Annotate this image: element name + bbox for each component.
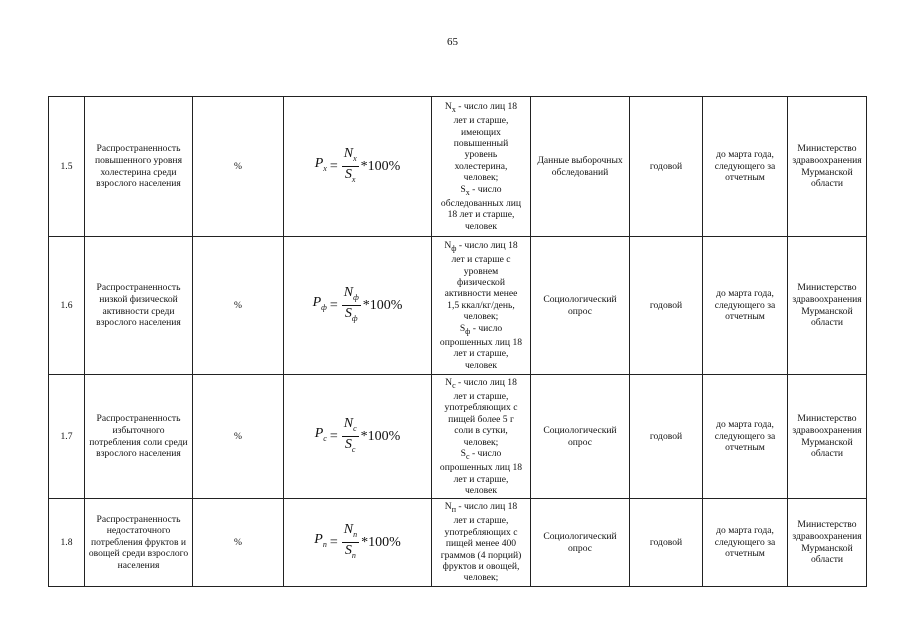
formula-numerator: $N_ф$: [342, 285, 361, 306]
responsible-cell: Министерство здравоохранения Мурманской области: [788, 97, 867, 237]
unit-cell: %: [193, 499, 284, 587]
definition-cell: [432, 499, 531, 587]
definition-line: имеющих: [461, 126, 501, 138]
formula-lhs: $P_п$: [314, 532, 327, 550]
formula-lhs: $P_x$: [314, 156, 327, 174]
deadline-cell: до марта года, следующего за отчетным: [703, 237, 788, 375]
formula-denominator: $S_ф$: [344, 306, 358, 323]
definition-line: человек: [464, 220, 498, 232]
definition-line: активности менее: [444, 288, 518, 300]
period-cell: годовой: [630, 375, 703, 499]
definition-line: $S_x$ - число: [460, 183, 502, 197]
row-number-cell: 1.5: [49, 97, 85, 237]
formula: $P_ф$ = $\frac{N_ф}{S_ф}$ *100%: [313, 285, 403, 326]
table-row: [49, 499, 867, 587]
table-row: [49, 375, 867, 499]
definition-line: $S_c$ - число: [460, 447, 502, 461]
definition-line: 18 лет и старше,: [447, 209, 515, 221]
formula-denominator: $S_п$: [344, 543, 356, 560]
definition-line: $S_ф$ - число: [459, 322, 503, 336]
formula-fraction: [342, 285, 361, 326]
definition-line: человек;: [463, 311, 499, 323]
row-number-cell: 1.8: [49, 499, 85, 587]
table-row: [49, 237, 867, 375]
indicator-name-cell: Распространенность недостаточного потребления фруктов и овощей среди взрослого населения: [85, 499, 193, 587]
definition-cell: [432, 237, 531, 375]
definition-line: человек: [464, 359, 498, 371]
formula-multiplier: *100%: [360, 158, 401, 174]
definition-line: пищей более 5 г: [448, 413, 514, 425]
definition-line: $N_ф$ - число лиц 18: [444, 239, 518, 253]
formula-denominator: $S_c$: [344, 437, 356, 454]
row-number-cell: 1.7: [49, 375, 85, 499]
deadline-cell: до марта года, следующего за отчетным: [703, 499, 788, 587]
formula: $P_п$ = $\frac{N_п}{S_п}$ *100%: [314, 522, 400, 563]
definition-line: употребляющих с: [444, 402, 518, 414]
formula-cell: [284, 97, 432, 237]
indicator-name-cell: Распространенность низкой физической активности среди взрослого населения: [85, 237, 193, 375]
formula-lhs: $P_c$: [314, 426, 327, 444]
definition-line: $N_x$ - число лиц 18: [444, 100, 518, 114]
definition-line: лет и старше,: [453, 515, 509, 527]
definition-line: обследованных лиц: [440, 197, 522, 209]
formula-multiplier: *100%: [361, 534, 401, 550]
definition-line: $N_п$ - число лиц 18: [444, 501, 518, 515]
definition-line: фруктов и овощей,: [442, 561, 520, 573]
formula-lhs: $P_ф$: [312, 295, 327, 313]
definition-line: лет и старше,: [453, 390, 509, 402]
formula-numerator: $N_c$: [342, 416, 359, 437]
responsible-cell: Министерство здравоохранения Мурманской области: [788, 499, 867, 587]
unit-cell: %: [193, 237, 284, 375]
definition-line: уровнем: [463, 265, 499, 277]
definition-line: лет и старше,: [453, 473, 509, 485]
formula-cell: [284, 499, 432, 587]
responsible-cell: Министерство здравоохранения Мурманской области: [788, 237, 867, 375]
deadline-cell: до марта года, следующего за отчетным: [703, 375, 788, 499]
definition-line: лет и старше,: [453, 115, 509, 127]
definition-cell: [432, 97, 531, 237]
formula-cell: [284, 375, 432, 499]
formula-numerator: $N_п$: [342, 522, 359, 543]
definition-line: опрошенных лиц 18: [439, 336, 523, 348]
page-number: 65: [447, 36, 458, 48]
definition-line: человек: [464, 485, 498, 497]
definition-line: уровень: [464, 149, 498, 161]
row-number-cell: 1.6: [49, 237, 85, 375]
formula: $P_x$ = $\frac{N_x}{S_x}$ *100%: [315, 146, 401, 187]
data-source-cell: Социологический опрос: [531, 237, 630, 375]
deadline-cell: до марта года, следующего за отчетным: [703, 97, 788, 237]
indicator-table: [48, 96, 867, 587]
indicator-name-cell: Распространенность повышенного уровня холестерина среди взрослого населения: [85, 97, 193, 237]
definition-line: человек;: [463, 572, 499, 584]
period-cell: годовой: [630, 499, 703, 587]
definition-line: граммов (4 порций): [440, 549, 522, 561]
definition-line: пищей менее 400: [445, 538, 517, 550]
formula-cell: [284, 237, 432, 375]
period-cell: годовой: [630, 97, 703, 237]
definition-line: человек;: [463, 436, 499, 448]
formula-fraction: [342, 522, 359, 563]
responsible-cell: Министерство здравоохранения Мурманской области: [788, 375, 867, 499]
definition-line: 1,5 ккал/кг/день,: [447, 299, 515, 311]
definition-line: лет и старше,: [453, 348, 509, 360]
formula-multiplier: *100%: [360, 428, 401, 444]
data-source-cell: Социологический опрос: [531, 375, 630, 499]
definition-line: холестерина,: [454, 160, 508, 172]
definition-line: лет и старше с: [451, 254, 511, 266]
formula-fraction: [342, 146, 359, 187]
definition-line: соли в сутки,: [454, 425, 508, 437]
definition-cell: [432, 375, 531, 499]
definition-line: употребляющих с: [444, 526, 518, 538]
unit-cell: %: [193, 375, 284, 499]
definition-line: $N_c$ - число лиц 18: [445, 376, 517, 390]
table-row: [49, 97, 867, 237]
definition-line: опрошенных лиц 18: [439, 462, 523, 474]
unit-cell: %: [193, 97, 284, 237]
data-source-cell: Данные выборочных обследований: [531, 97, 630, 237]
formula: $P_c$ = $\frac{N_c}{S_c}$ *100%: [315, 416, 401, 457]
definition-line: физической: [457, 276, 505, 288]
definition-line: человек;: [463, 172, 499, 184]
formula-multiplier: *100%: [362, 297, 403, 313]
formula-denominator: $S_x$: [344, 167, 356, 184]
data-source-cell: Социологический опрос: [531, 499, 630, 587]
definition-line: повышенный: [453, 137, 509, 149]
indicator-name-cell: Распространенность избыточного потребления соли среди взрослого населения: [85, 375, 193, 499]
formula-fraction: [342, 416, 359, 457]
formula-numerator: $N_x$: [342, 146, 359, 167]
period-cell: годовой: [630, 237, 703, 375]
